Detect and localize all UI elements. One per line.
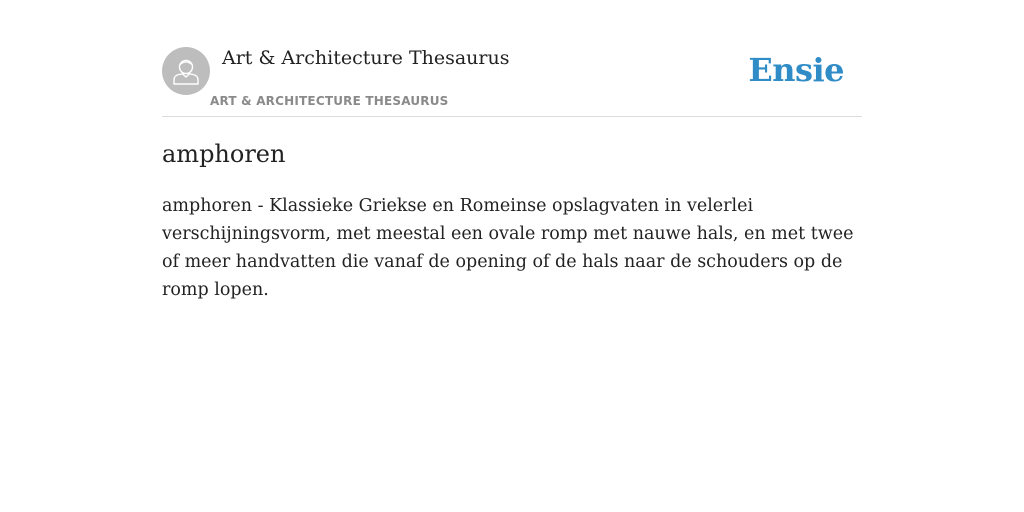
page-container <box>162 0 862 300</box>
source-title-link[interactable]: Art & Architecture Thesaurus <box>222 47 510 69</box>
entry-definition: amphoren - Klassieke Griekse en Romeinse opslagvaten in velerlei verschijningsvorm, met meestal een ovale romp met nauwe hals, en met twee of meer handvatten die vanaf de opening of de hals naar de schouders op de romp lopen. <box>162 196 854 300</box>
entry-term: amphoren <box>162 140 286 168</box>
source-avatar[interactable] <box>162 47 210 95</box>
entry-header <box>162 0 862 117</box>
source-subtitle: ART & ARCHITECTURE THESAURUS <box>210 94 449 108</box>
ensie-logo[interactable]: Ensie <box>748 51 844 89</box>
user-icon <box>162 47 210 95</box>
